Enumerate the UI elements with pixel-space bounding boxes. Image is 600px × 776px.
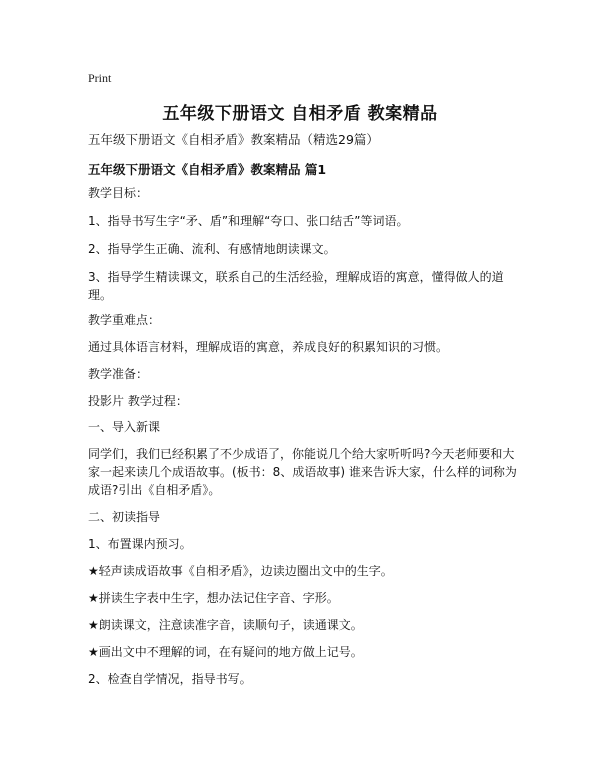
paragraph-teaching-goals-heading: 教学目标： <box>88 186 149 200</box>
list-item: ★拼读生字表中生字，想办法记住字音、字形。 <box>88 591 339 605</box>
paragraph-step-2-heading: 二、初读指导 <box>88 510 161 524</box>
print-label[interactable]: Print <box>88 71 112 85</box>
paragraph-step-1-heading: 一、导入新课 <box>88 420 161 434</box>
document-subtitle: 五年级下册语文《自相矛盾》教案精品（精选29篇） <box>88 132 379 147</box>
list-item: ★轻声读成语故事《自相矛盾》，边读边圈出文中的生字。 <box>88 564 393 578</box>
paragraph-goal-3: 3、指导学生精读课文，联系自己的生活经验，理解成语的寓意，懂得做人的道理。 <box>88 270 504 302</box>
list-item: ★画出文中不理解的词，在有疑问的地方做上记号。 <box>88 645 363 659</box>
section-heading: 五年级下册语文《自相矛盾》教案精品 篇1 <box>88 162 327 177</box>
page-title: 五年级下册语文 自相矛盾 教案精品 <box>162 104 438 124</box>
paragraph-key-points-heading: 教学重难点： <box>88 313 161 327</box>
paragraph-check-self-study: 2、检查自学情况，指导书写。 <box>88 672 252 686</box>
paragraph-key-points: 通过具体语言材料，理解成语的寓意，养成良好的积累知识的习惯。 <box>88 340 449 354</box>
paragraph-preview-task: 1、布置课内预习。 <box>88 537 192 551</box>
paragraph-preparation: 投影片 教学过程： <box>88 394 188 408</box>
paragraph-preparation-heading: 教学准备： <box>88 367 149 381</box>
paragraph-intro: 同学们，我们已经积累了不少成语了，你能说几个给大家听听吗?今天老师要和大家一起来读几个成语故事。(板书：8、成语故事) 谁来告诉大家，什么样的词称为成语?引出《自相矛盾》。 <box>88 447 517 497</box>
list-item: ★朗读课文，注意读准字音，读顺句子，读通课文。 <box>88 618 363 632</box>
paragraph-goal-1: 1、指导书写生字“矛、盾”和理解“夸口、张口结舌”等词语。 <box>88 214 409 228</box>
paragraph-goal-2: 2、指导学生正确、流利、有感情地朗读课文。 <box>88 242 336 256</box>
